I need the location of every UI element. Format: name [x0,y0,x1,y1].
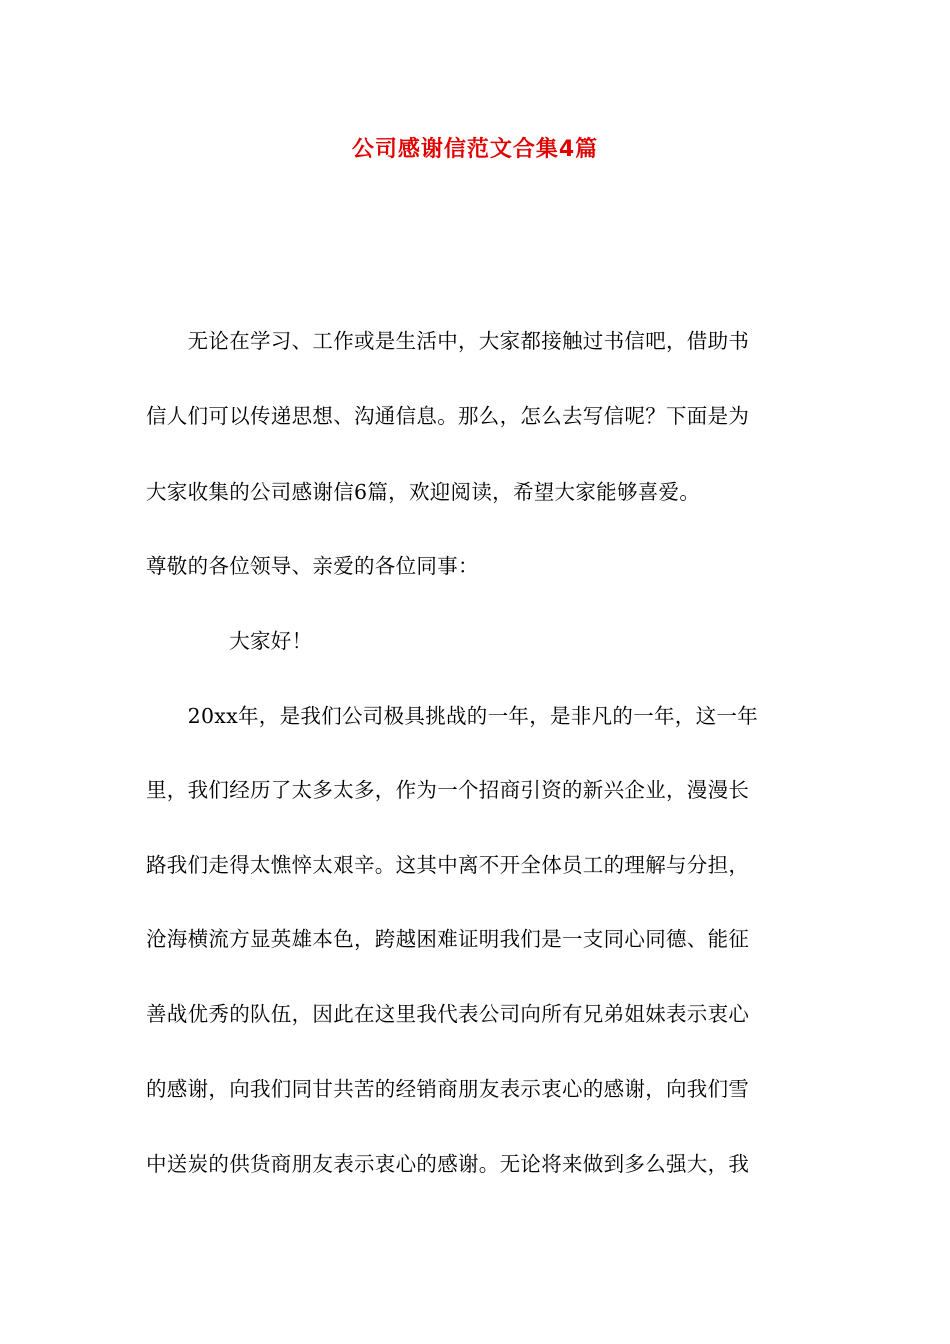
body-line-8: 路我们走得太憔悴太艰辛。这其中离不开全体员工的理解与分担， [146,853,750,877]
body-line-11: 的感谢，向我们同甘共苦的经销商朋友表示衷心的感谢，向我们雪 [146,1077,750,1101]
body-line-10: 善战优秀的队伍，因此在这里我代表公司向所有兄弟姐妹表示衷心 [146,1002,750,1026]
body-line-6: 20xx年，是我们公司极具挑战的一年，是非凡的一年，这一年 [146,704,759,728]
body-line-9: 沧海横流方显英雄本色，跨越困难证明我们是一支同心同德、能征 [146,927,750,951]
salutation-line: 尊敬的各位领导、亲爱的各位同事： [146,554,479,578]
document-title: 公司感谢信范文合集4篇 [351,137,599,162]
body-line-1: 无论在学习、工作或是生活中，大家都接触过书信吧，借助书 [146,329,750,353]
greeting-line: 大家好！ [146,629,313,653]
body-line-2: 信人们可以传递思想、沟通信息。那么，怎么去写信呢？下面是为 [146,404,750,428]
body-line-7: 里，我们经历了太多太多，作为一个招商引资的新兴企业，漫漫长 [146,778,750,802]
body-line-12: 中送炭的供货商朋友表示衷心的感谢。无论将来做到多么强大，我 [146,1152,750,1176]
body-line-3: 大家收集的公司感谢信6篇，欢迎阅读，希望大家能够喜爱。 [146,480,701,504]
